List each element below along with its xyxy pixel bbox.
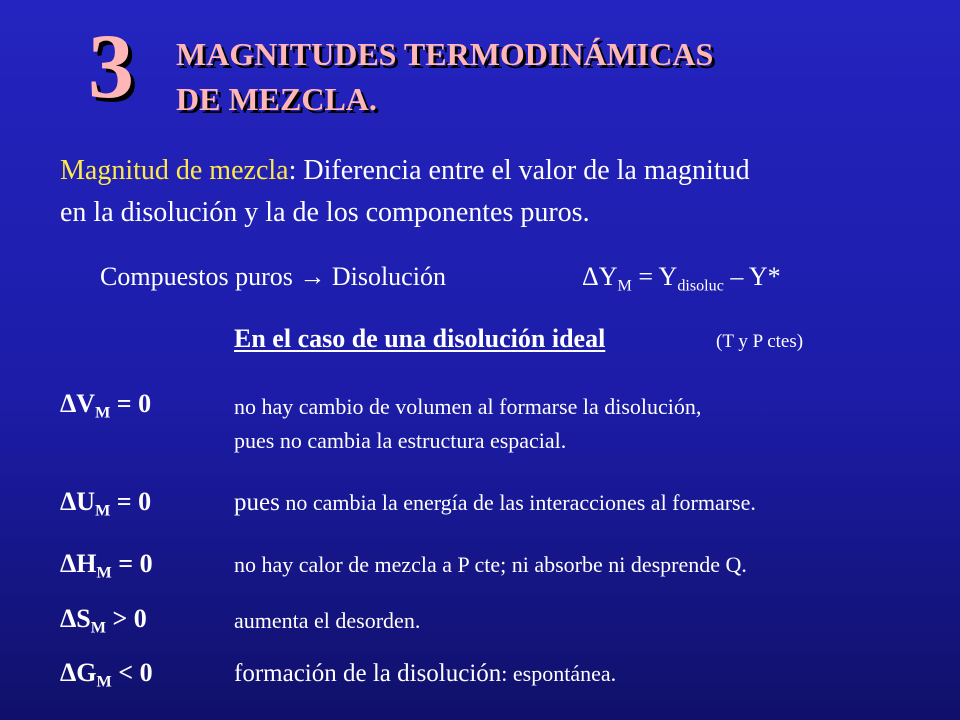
definition-term: Magnitud de mezcla: [60, 155, 289, 186]
delta-s-symbol: $\Delta S_M > 0$: [60, 604, 147, 637]
delta-v-description-2: pues no cambia la estructura espacial.: [234, 428, 567, 453]
delta-g-description: formación de la disolución: espontánea.: [234, 660, 617, 687]
definition-text: : Diferencia entre el valor de la magnitud: [288, 155, 750, 186]
title-line-1: MAGNITUDES TERMODINÁMICAS: [176, 36, 714, 72]
arrow-icon: →: [299, 262, 326, 291]
formula-tail: – Y*: [723, 262, 781, 291]
delta-u-symbol: $\Delta U_M = 0$: [60, 487, 152, 520]
delta-h-symbol: $\Delta H_M = 0$: [60, 549, 153, 582]
formula-sub-disoluc: disoluc: [677, 277, 724, 295]
definition-line-1: [60, 157, 750, 185]
ideal-note: (T y P ctes): [716, 331, 804, 352]
mixing-formula: [582, 262, 781, 295]
formula-sub-m: M: [617, 277, 632, 295]
delta-v-symbol: $\Delta V_M = 0$: [60, 389, 152, 422]
delta-h-description: no hay calor de mezcla a P cte; ni absorbe ni desprende Q.: [234, 552, 747, 577]
process-left: Compuestos puros: [100, 262, 293, 291]
process-description: [100, 262, 446, 292]
delta-s-description: aumenta el desorden.: [234, 608, 421, 633]
delta-u-description: pues no cambia la energía de las interacciones al formarse.: [234, 489, 756, 516]
process-right: Disolución: [331, 262, 446, 291]
title-line-2: DE MEZCLA.: [176, 81, 377, 117]
section-number: 3: [88, 15, 134, 117]
definition-line-2: en la disolución y la de los componentes puros.: [60, 197, 590, 228]
delta-v-description: no hay cambio de volumen al formarse la disolución,: [234, 394, 702, 419]
formula-equals: = Y: [631, 262, 678, 291]
ideal-heading: En el caso de una disolución ideal: [234, 324, 606, 353]
delta-g-symbol: $\Delta G_M < 0$: [60, 658, 153, 691]
formula-delta: ΔY: [582, 262, 618, 291]
